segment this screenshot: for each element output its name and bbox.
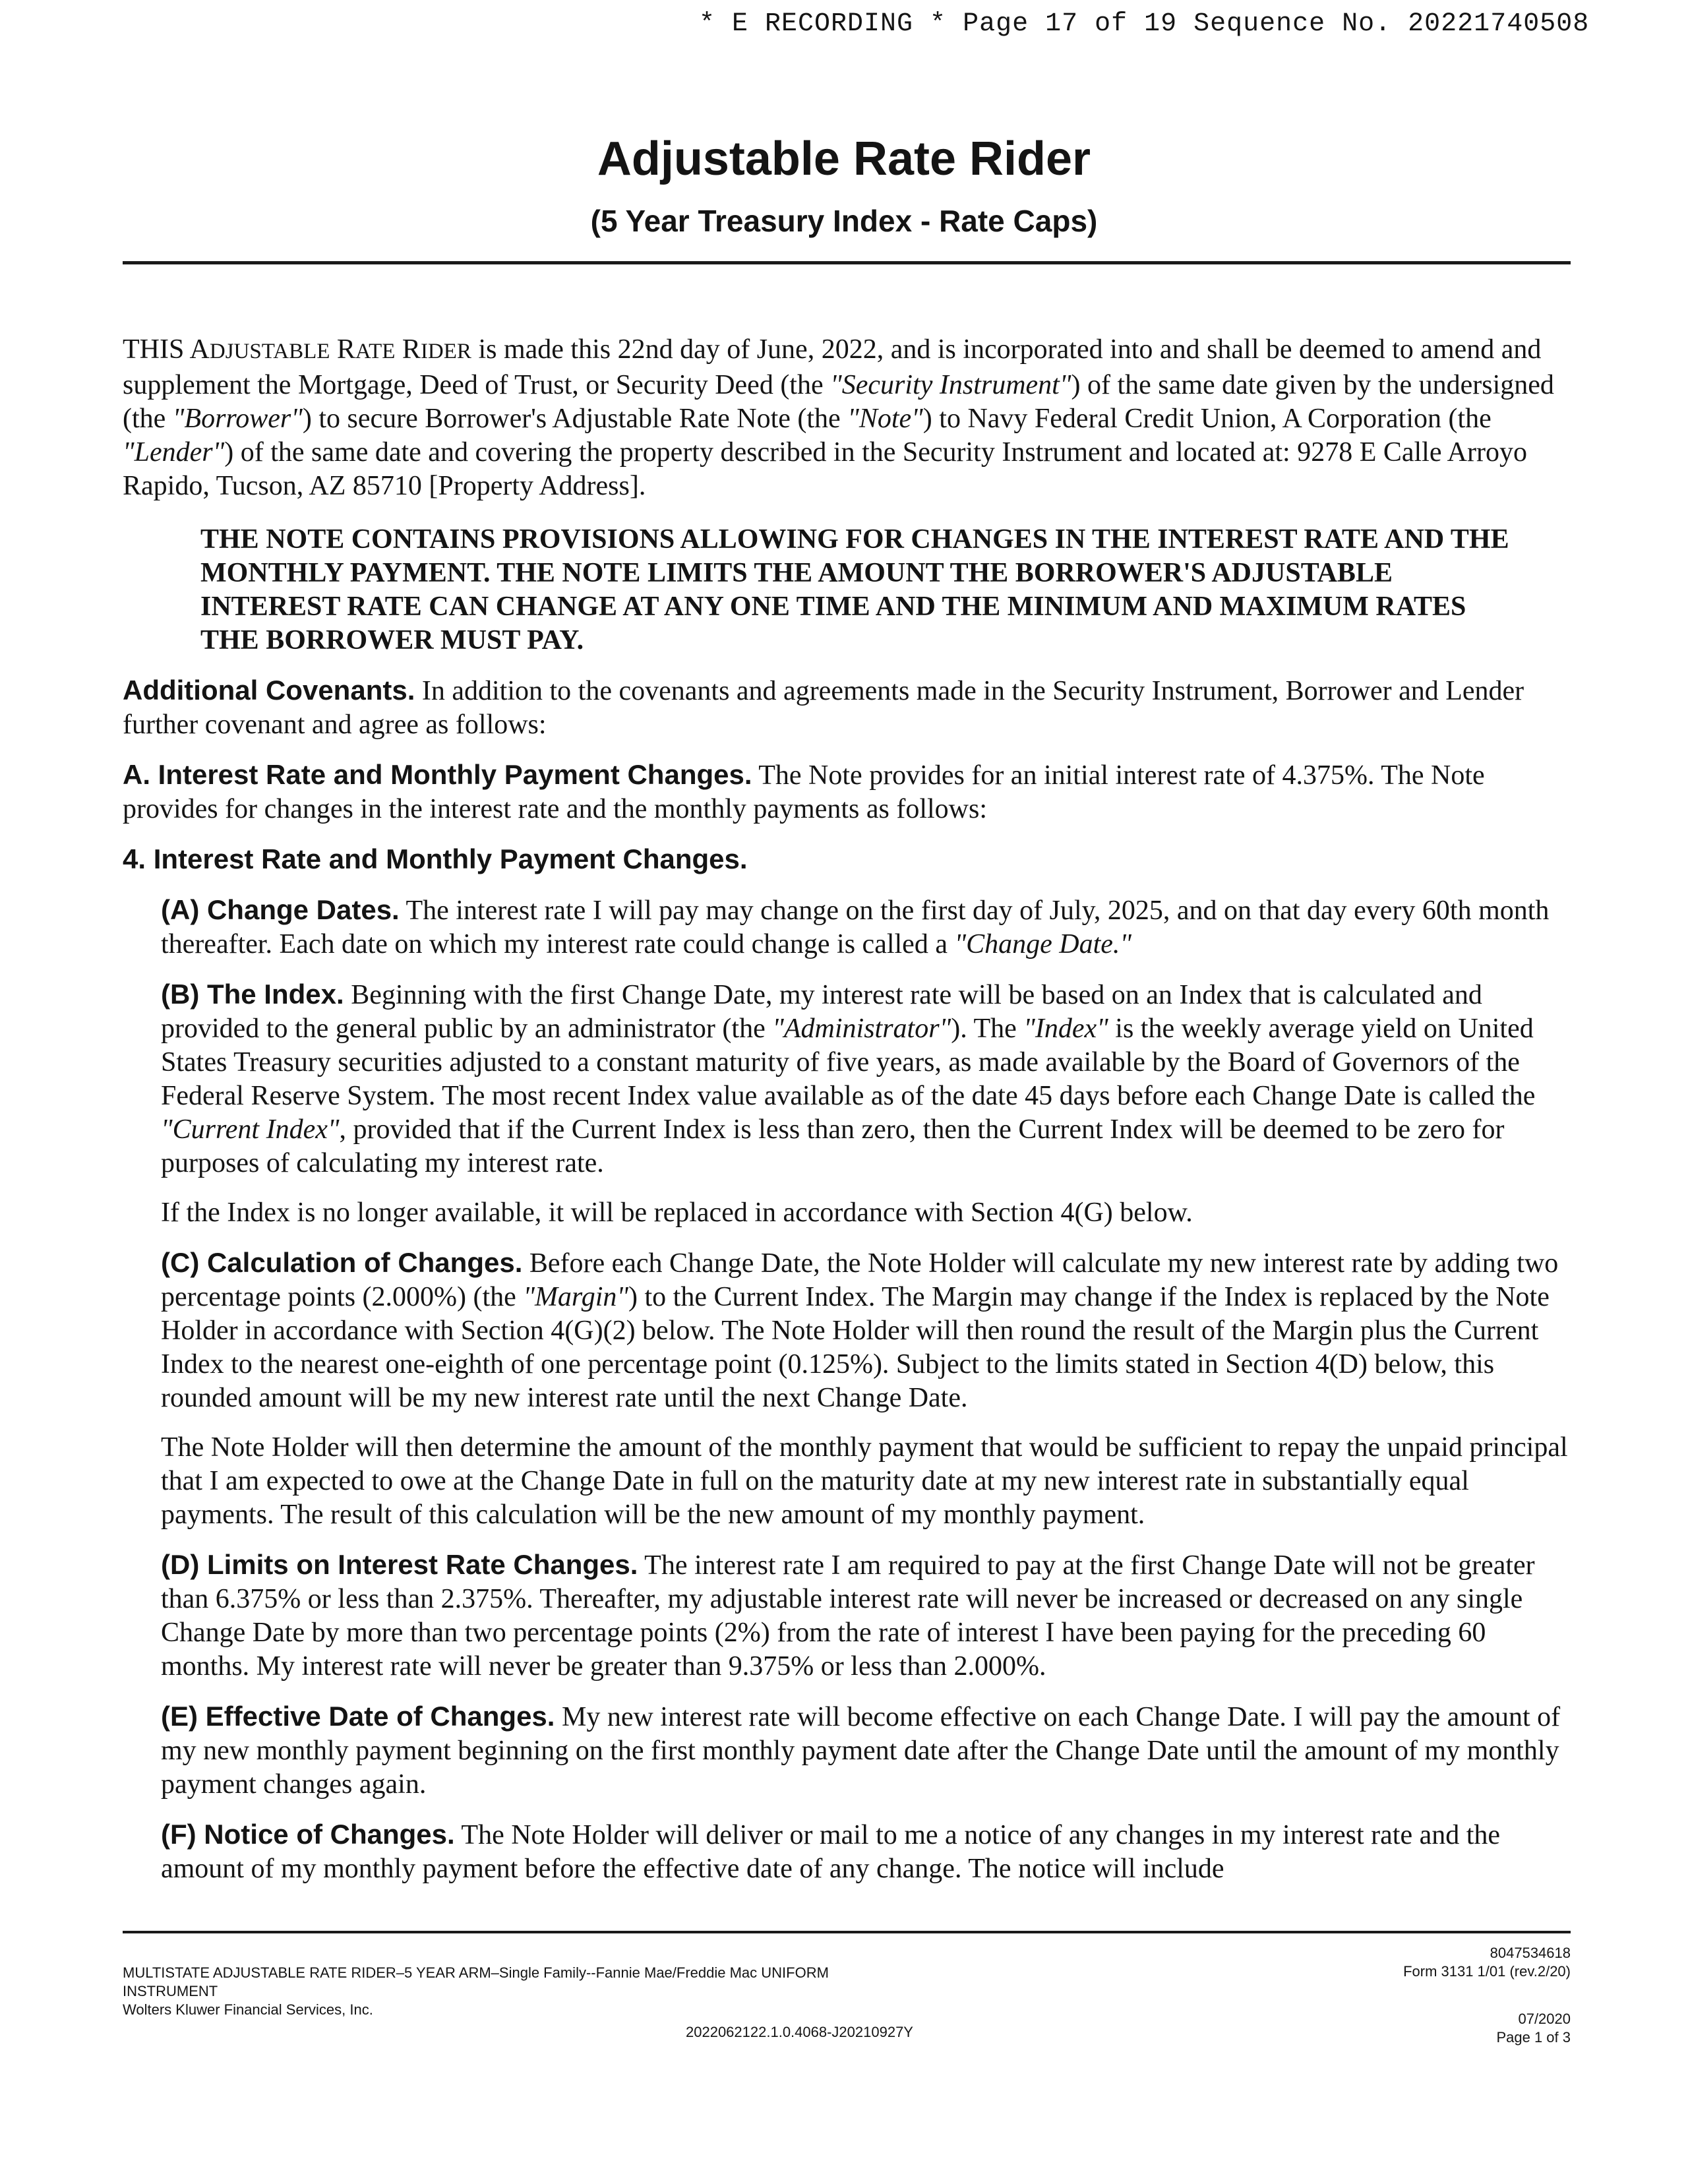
intro-rider-name: ADJUSTABLE RATE RIDER — [189, 334, 471, 365]
top-divider — [123, 261, 1571, 264]
footer-edition-date: 07/2020 — [1518, 2011, 1571, 2027]
intro-this: THIS — [123, 334, 185, 365]
footer-loan-number: 8047534618 — [1490, 1945, 1571, 1961]
caps-notice: THE NOTE CONTAINS PROVISIONS ALLOWING FOR CHANGES IN THE INTEREST RATE AND THE MONTHLY PAYMENT. THE NOTE LIMITS THE AMOUNT THE BORROWER'S ADJUSTABLE INTEREST RATE CAN CHANGE AT ANY ONE TIME AND THE MINIMUM AND MAXIMUM RATES THE BORROWER MUST PAY. — [200, 524, 1509, 655]
subsection-c-paragraph-2: The Note Holder will then determine the amount of the monthly payment that would be sufficient to repay the unpaid principal that I am expected to owe at the Change Date in full on the maturity date at my new interest rate in substantially equal payments. The result of this calculation will be the new amount of my monthly payment. — [161, 1432, 1568, 1530]
additional-covenants: Additional Covenants. In addition to the covenants and agreements made in the Security Instrument, Borrower and Lender further covenant and agree as follows: — [123, 675, 1524, 740]
footer-form-title-line1: MULTISTATE ADJUSTABLE RATE RIDER–5 YEAR ARM–Single Family--Fannie Mae/Freddie Mac UNIFORM — [123, 1964, 829, 1981]
footer-form-info — [123, 1964, 953, 2019]
bottom-divider — [123, 1931, 1571, 1933]
subsection-b-paragraph-2: If the Index is no longer available, it will be replaced in accordance with Section 4(G) below. — [161, 1198, 1193, 1228]
section-4-heading: 4. Interest Rate and Monthly Payment Changes. — [123, 843, 748, 874]
footer-publisher: Wolters Kluwer Financial Services, Inc. — [123, 2001, 373, 2018]
subsection-a-heading: (A) Change Dates. — [161, 894, 400, 925]
subsection-e: (E) Effective Date of Changes. My new interest rate will become effective on each Change Date. I will pay the amount of my new monthly payment beginning on the first monthly payment date after the Change Date until the amount of my monthly payment changes again. — [161, 1701, 1561, 1800]
subsection-e-heading: (E) Effective Date of Changes. — [161, 1701, 555, 1732]
subsection-b: (B) The Index. Beginning with the first Change Date, my interest rate will be based on an Index that is calculated and provided to the general public by an administrator (the "Administrator"). The "Index" is the weekly average yield on United States Treasury securities adjusted to a constant maturity of five years, as made available by the Board of Governors of the Federal Reserve System. The most recent Index value available as of the date 45 days before each Change Date is called the "Current Index", provided that if the Current Index is less than zero, then the Current Index will be deemed to be zero for purposes of calculating my interest rate. — [161, 979, 1536, 1178]
subsection-f: (F) Notice of Changes. The Note Holder will deliver or mail to me a notice of any changes in my interest rate and the amount of my monthly payment before the effective date of any change. The notice will include — [161, 1819, 1501, 1884]
subsection-a: (A) Change Dates. The interest rate I will pay may change on the first day of July, 2025, and on that day every 60th month thereafter. Each date on which my interest rate could change is called a "Change Date." — [161, 894, 1550, 959]
document-body — [123, 333, 1571, 1886]
footer-doc-code: 2022062122.1.0.4068-J20210927Y — [686, 2024, 913, 2040]
intro-paragraph: THIS ADJUSTABLE RATE RIDER is made this 22nd day of June, 2022, and is incorporated into and shall be deemed to amend and supplement the Mortgage, Deed of Trust, or Security Deed (the "Security Instrument") of the same date given by the undersigned (the "Borrower") to secure Borrower's Adjustable Rate Note (the "Note") to Navy Federal Credit Union, A Corporation (the "Lender") of the same date and covering the property described in the Security Instrument and located at: 9278 E Calle Arroyo Rapido, Tucson, AZ 85710 [Property Address]. — [123, 334, 1554, 501]
section-a-heading: A. Interest Rate and Monthly Payment Changes. — [123, 759, 752, 790]
subsection-d: (D) Limits on Interest Rate Changes. The interest rate I am required to pay at the first Change Date will not be greater than 6.375% or less than 2.375%. Thereafter, my adjustable interest rate will never be increased or decreased on any single Change Date by more than two percentage points (2%) from the rate of interest I have been paying for the preceding 60 months. My interest rate will never be greater than 9.375% or less than 2.000%. — [161, 1549, 1535, 1682]
section-a: A. Interest Rate and Monthly Payment Changes. The Note provides for an initial interest rate of 4.375%. The Note provides for changes in the interest rate and the monthly payments as follows: — [123, 759, 1485, 824]
footer-page-info — [1496, 2010, 1571, 2047]
footer-form-numbers — [1403, 1944, 1571, 1981]
additional-covenants-heading: Additional Covenants. — [123, 675, 415, 706]
subsection-c: (C) Calculation of Changes. Before each Change Date, the Note Holder will calculate my new interest rate by adding two percentage points (2.000%) (the "Margin") to the Current Index. The Margin may change if the Index is replaced by the Note Holder in accordance with Section 4(G)(2) below. The Note Holder will then round the result of the Margin plus the Current Index to the nearest one-eighth of one percentage point (0.125%). Subject to the limits stated in Section 4(D) below, this rounded amount will be my new interest rate until the next Change Date. — [161, 1247, 1559, 1413]
footer-page-number: Page 1 of 3 — [1496, 2029, 1571, 2046]
footer-form-number: Form 3131 1/01 (rev.2/20) — [1403, 1963, 1571, 1980]
document-title: Adjustable Rate Rider — [597, 133, 1091, 185]
footer-form-title-line2: INSTRUMENT — [123, 1983, 218, 1999]
subsection-c-heading: (C) Calculation of Changes. — [161, 1247, 523, 1278]
recording-header: * E RECORDING * Page 17 of 19 Sequence No. 20221740508 — [699, 9, 1590, 39]
subsection-b-heading: (B) The Index. — [161, 979, 344, 1010]
subsection-f-heading: (F) Notice of Changes. — [161, 1819, 455, 1850]
subsection-d-heading: (D) Limits on Interest Rate Changes. — [161, 1549, 638, 1580]
document-subtitle: (5 Year Treasury Index - Rate Caps) — [590, 204, 1098, 238]
